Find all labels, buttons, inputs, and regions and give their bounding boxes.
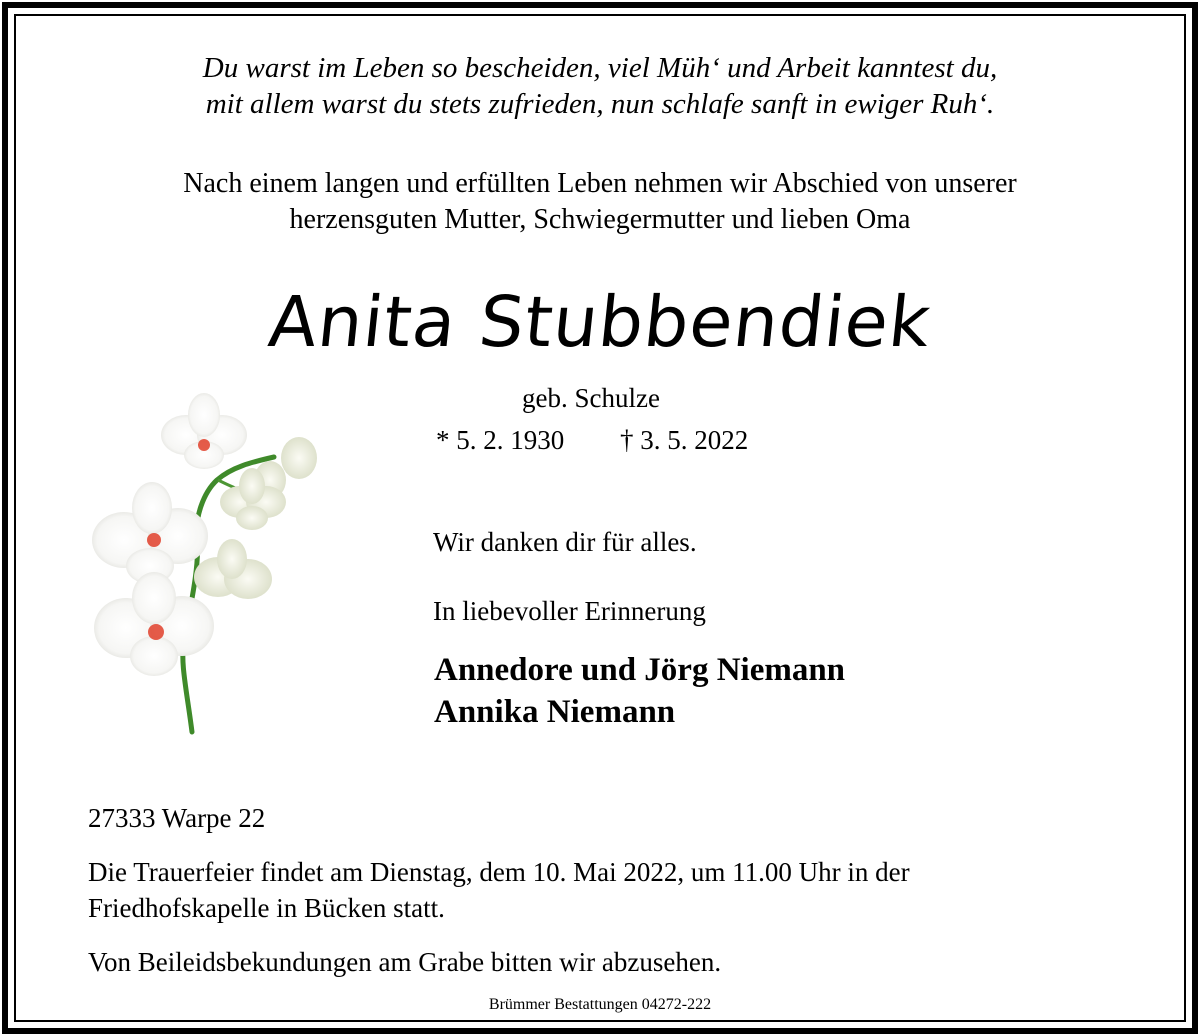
deceased-name: Anita Stubbendiek bbox=[265, 281, 935, 363]
remembrance-line: In liebevoller Erinnerung bbox=[433, 596, 706, 626]
mourners-line-2: Annika Niemann bbox=[434, 694, 676, 730]
maiden-name: geb. Schulze bbox=[522, 383, 660, 413]
intro-line-1: Nach einem langen und erfüllten Leben nehmen wir Abschied von unserer bbox=[183, 168, 1017, 199]
intro-line-2: herzensguten Mutter, Schwiegermutter und lieben Oma bbox=[289, 204, 911, 235]
undertaker-credit: Brümmer Bestattungen 04272-222 bbox=[488, 996, 712, 1013]
condolence-note: Von Beileidsbekundungen am Grabe bitten wir abzusehen. bbox=[88, 947, 722, 977]
ceremony-line-2: Friedhofskapelle in Bücken statt. bbox=[88, 893, 445, 923]
address: 27333 Warpe 22 bbox=[88, 803, 266, 833]
thanks-line: Wir danken dir für alles. bbox=[433, 527, 697, 557]
motto-line-1: Du warst im Leben so bescheiden, viel Müh‘ und Arbeit kanntest du, bbox=[202, 52, 998, 84]
motto-line-2: mit allem warst du stets zufrieden, nun schlafe sanft in ewiger Ruh‘. bbox=[205, 88, 995, 120]
mourners-line-1: Annedore und Jörg Niemann bbox=[434, 652, 846, 688]
death-date: † 3. 5. 2022 bbox=[620, 425, 749, 455]
orchid-image bbox=[92, 392, 332, 737]
ceremony-line-1: Die Trauerfeier findet am Dienstag, dem 10. Mai 2022, um 11.00 Uhr in der bbox=[88, 857, 910, 887]
birth-date: * 5. 2. 1930 bbox=[436, 425, 565, 455]
